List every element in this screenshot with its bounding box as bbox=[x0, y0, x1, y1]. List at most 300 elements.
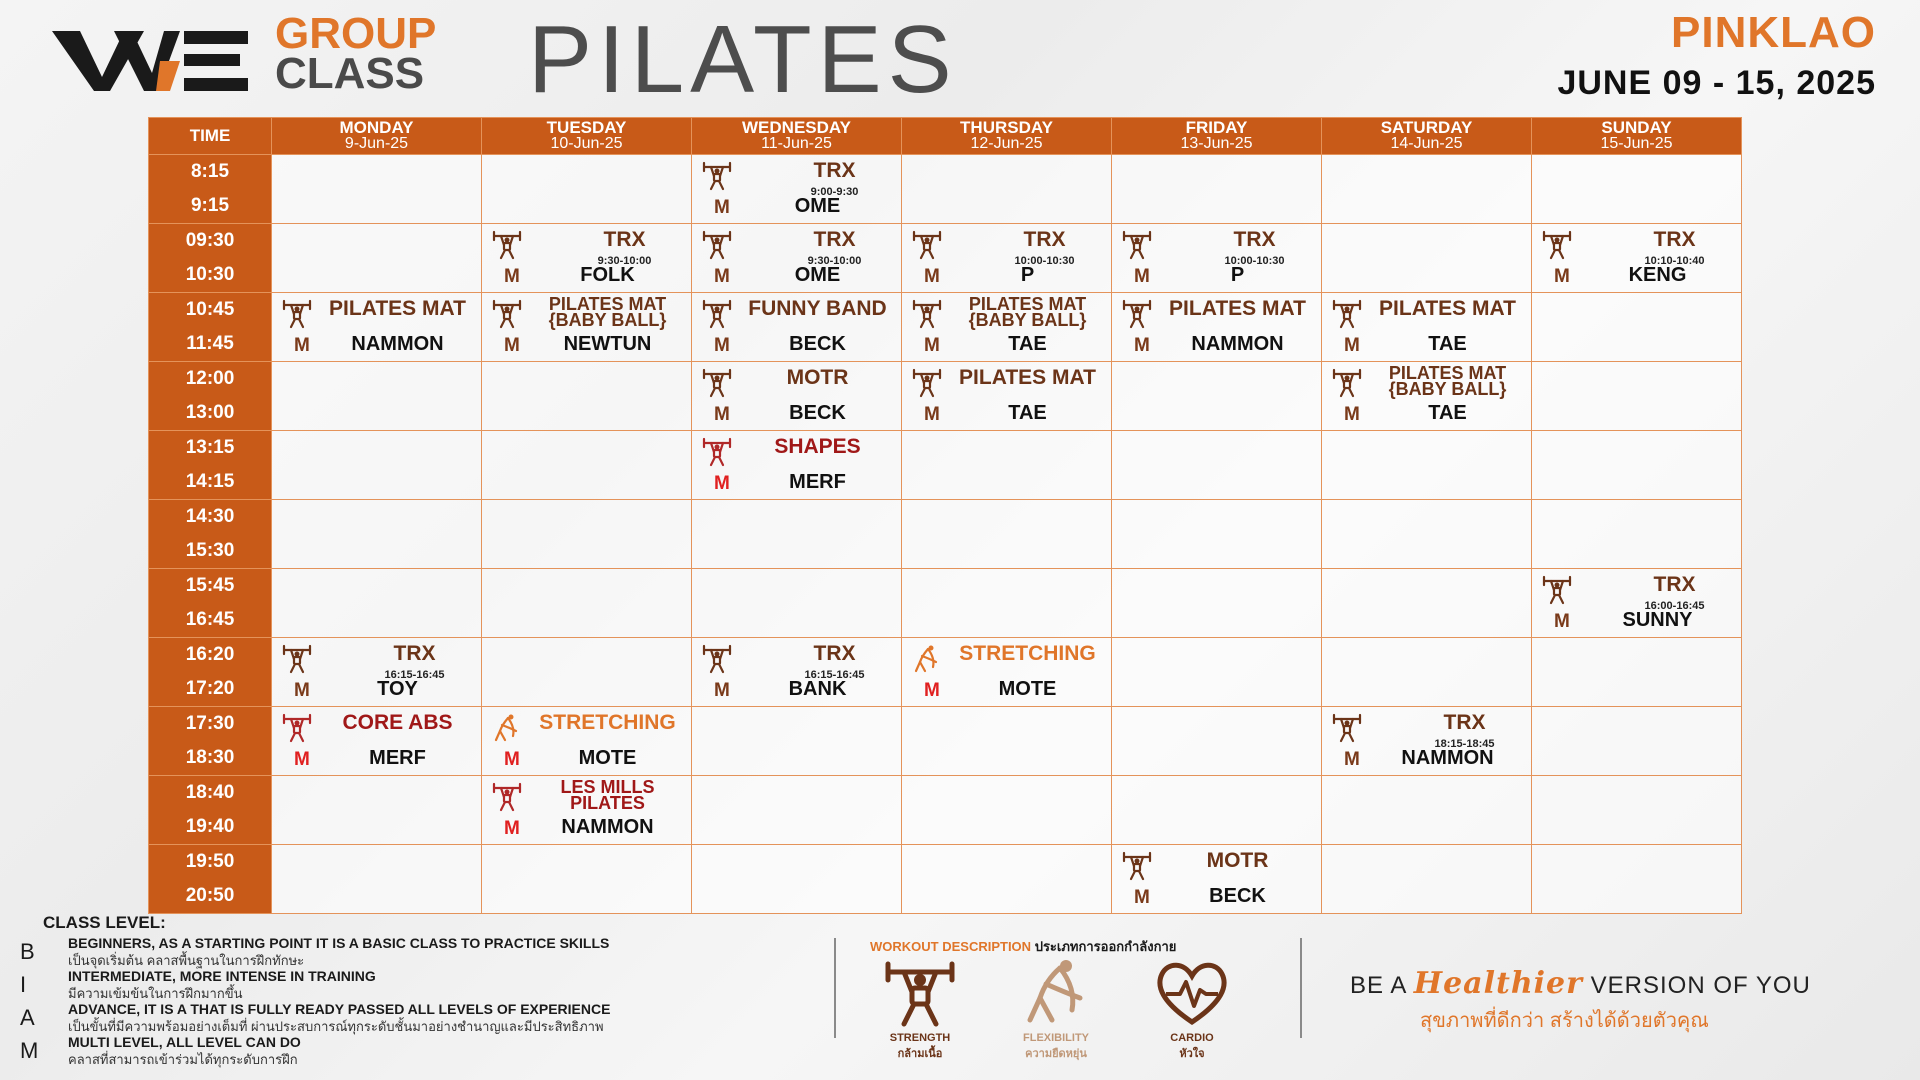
schedule-cell bbox=[1322, 155, 1532, 224]
schedule-cell bbox=[902, 845, 1112, 914]
time-slot bbox=[149, 638, 272, 707]
schedule-cell bbox=[1112, 362, 1322, 431]
schedule-row bbox=[149, 638, 1742, 707]
strength-icon bbox=[702, 230, 732, 260]
class-entry[interactable] bbox=[902, 293, 1111, 361]
level-key: A bbox=[20, 1005, 35, 1030]
instructor-name: BECK bbox=[789, 402, 846, 424]
slot-start: 10:45 bbox=[185, 299, 235, 320]
class-name: CORE ABS bbox=[342, 711, 453, 734]
class-entry[interactable] bbox=[1322, 362, 1531, 430]
schedule-row bbox=[149, 362, 1742, 431]
class-level: M bbox=[924, 680, 940, 701]
strength-icon bbox=[1332, 713, 1362, 743]
class-entry[interactable] bbox=[272, 638, 481, 706]
level-item bbox=[18, 999, 818, 1032]
class-time: 18:15-18:45 bbox=[1434, 738, 1495, 750]
flexibility-icon bbox=[1016, 958, 1096, 1028]
time-slot bbox=[149, 293, 272, 362]
class-name: PILATES MAT bbox=[329, 297, 466, 320]
schedule-cell bbox=[1322, 500, 1532, 569]
slot-end: 15:30 bbox=[185, 540, 235, 561]
class-name: TRX bbox=[813, 642, 856, 665]
strength-icon bbox=[702, 161, 732, 191]
pilates-title: PILATES bbox=[528, 6, 958, 113]
schedule-cell bbox=[1322, 224, 1532, 293]
schedule-cell[interactable] bbox=[1112, 224, 1322, 293]
class-level: M bbox=[294, 335, 310, 356]
class-time: 9:00-9:30 bbox=[810, 186, 859, 198]
class-time: 16:15-16:45 bbox=[384, 669, 445, 681]
schedule-cell bbox=[482, 431, 692, 500]
class-name: TRX bbox=[1023, 228, 1066, 251]
group-class-title bbox=[275, 9, 437, 98]
class-time: 16:15-16:45 bbox=[804, 669, 865, 681]
schedule-cell[interactable] bbox=[692, 362, 902, 431]
class-entry[interactable] bbox=[1112, 224, 1321, 292]
level-key: M bbox=[20, 1038, 39, 1063]
slot-end: 10:30 bbox=[185, 264, 235, 285]
schedule-cell[interactable] bbox=[1112, 845, 1322, 914]
level-item bbox=[18, 933, 818, 966]
schedule-cell[interactable] bbox=[1532, 569, 1742, 638]
date-range: JUNE 09 - 15, 2025 bbox=[1557, 64, 1876, 102]
class-entry[interactable] bbox=[272, 293, 481, 361]
schedule-header-row bbox=[149, 118, 1742, 155]
class-entry[interactable] bbox=[272, 707, 481, 775]
workout-label-th: กล้ามเนื้อ bbox=[897, 1048, 943, 1060]
class-level: M bbox=[1554, 611, 1570, 632]
instructor-name: TAE bbox=[1008, 333, 1047, 355]
slot-start: 8:15 bbox=[190, 161, 230, 182]
instructor-name: TOY bbox=[377, 678, 418, 700]
class-name: PILATES MAT {BABY BALL} bbox=[548, 294, 667, 330]
class-entry[interactable] bbox=[1532, 569, 1741, 637]
schedule-cell bbox=[1532, 155, 1742, 224]
schedule-cell bbox=[482, 569, 692, 638]
class-level: M bbox=[1344, 404, 1360, 425]
schedule-cell bbox=[1532, 845, 1742, 914]
class-name: PILATES MAT {BABY BALL} bbox=[1388, 363, 1507, 399]
schedule-cell bbox=[902, 431, 1112, 500]
class-level: M bbox=[1344, 335, 1360, 356]
cardio-strength-icon bbox=[702, 437, 732, 467]
schedule-cell bbox=[692, 776, 902, 845]
workout-description-title bbox=[870, 936, 1176, 957]
level-key: I bbox=[20, 972, 27, 997]
slot-start: 14:30 bbox=[185, 506, 235, 527]
workout-title-th: ประเภทการออกกำลังกาย bbox=[1034, 939, 1177, 954]
schedule-cell bbox=[272, 362, 482, 431]
class-time: 16:00-16:45 bbox=[1644, 600, 1705, 612]
class-entry[interactable] bbox=[692, 638, 901, 706]
strength-icon bbox=[492, 299, 522, 329]
time-slot bbox=[149, 362, 272, 431]
class-entry[interactable] bbox=[1532, 224, 1741, 292]
instructor-name: MOTE bbox=[578, 747, 637, 769]
tagline-highlight: Healthier bbox=[1413, 966, 1583, 1001]
strength-icon bbox=[912, 299, 942, 329]
schedule-row bbox=[149, 569, 1742, 638]
schedule-cell bbox=[902, 155, 1112, 224]
schedule-cell[interactable] bbox=[272, 638, 482, 707]
instructor-name: KENG bbox=[1628, 264, 1687, 286]
instructor-name: TAE bbox=[1428, 333, 1467, 355]
day-header: MONDAY 9-Jun-25 bbox=[272, 118, 482, 155]
schedule-cell bbox=[272, 155, 482, 224]
schedule-cell bbox=[1112, 638, 1322, 707]
schedule-cell bbox=[1532, 638, 1742, 707]
schedule-cell[interactable] bbox=[692, 293, 902, 362]
strength-icon bbox=[1122, 230, 1152, 260]
workout-label-th: ความยืดหยุ่น bbox=[1025, 1048, 1087, 1060]
class-entry[interactable] bbox=[482, 224, 691, 292]
slot-end: 19:40 bbox=[185, 816, 235, 837]
schedule-cell bbox=[1112, 155, 1322, 224]
class-entry[interactable] bbox=[692, 362, 901, 430]
class-entry[interactable] bbox=[482, 776, 691, 844]
flexibility-icon bbox=[492, 713, 522, 743]
day-header: SATURDAY 14-Jun-25 bbox=[1322, 118, 1532, 155]
time-slot bbox=[149, 155, 272, 224]
class-entry[interactable] bbox=[692, 155, 901, 223]
class-entry[interactable] bbox=[902, 362, 1111, 430]
schedule-cell bbox=[272, 224, 482, 293]
level-th: มีความเข้มข้นในการฝึกมากขึ้น bbox=[68, 986, 243, 1001]
slot-start: 19:50 bbox=[185, 851, 235, 872]
schedule-cell bbox=[1532, 500, 1742, 569]
schedule-cell bbox=[1322, 638, 1532, 707]
strength-icon bbox=[282, 644, 312, 674]
class-entry[interactable] bbox=[1322, 293, 1531, 361]
class-level: M bbox=[504, 749, 520, 770]
class-level: M bbox=[294, 749, 310, 770]
time-slot bbox=[149, 707, 272, 776]
schedule-cell bbox=[1112, 707, 1322, 776]
class-level: M bbox=[1134, 335, 1150, 356]
workout-label-th: หัวใจ bbox=[1179, 1048, 1205, 1060]
schedule-cell[interactable] bbox=[1532, 224, 1742, 293]
class-level: M bbox=[924, 266, 940, 287]
schedule-cell bbox=[1112, 500, 1322, 569]
slot-start: 15:45 bbox=[185, 575, 235, 596]
schedule-table bbox=[148, 117, 1742, 914]
schedule-cell[interactable] bbox=[272, 293, 482, 362]
class-level: M bbox=[714, 197, 730, 218]
slot-start: 13:15 bbox=[185, 437, 235, 458]
workout-label: STRENGTH bbox=[889, 1032, 951, 1044]
instructor-name: MOTE bbox=[998, 678, 1057, 700]
instructor-name: NAMMON bbox=[1191, 333, 1284, 355]
class-time: 9:30-10:00 bbox=[807, 255, 862, 267]
flexibility-icon bbox=[912, 644, 942, 674]
schedule-cell bbox=[272, 500, 482, 569]
class-level: M bbox=[924, 335, 940, 356]
schedule-cell[interactable] bbox=[1322, 293, 1532, 362]
class-name: TRX bbox=[603, 228, 646, 251]
schedule-cell bbox=[1322, 431, 1532, 500]
schedule-cell[interactable] bbox=[482, 224, 692, 293]
schedule-cell bbox=[1532, 362, 1742, 431]
schedule-cell bbox=[1112, 776, 1322, 845]
strength-icon bbox=[1332, 299, 1362, 329]
strength-icon bbox=[1332, 368, 1362, 398]
class-name: TRX bbox=[813, 159, 856, 182]
slot-end: 16:45 bbox=[185, 609, 235, 630]
schedule-cell bbox=[482, 362, 692, 431]
workout-flexibility bbox=[1006, 958, 1106, 1062]
class-entry[interactable] bbox=[902, 224, 1111, 292]
strength-icon bbox=[1122, 851, 1152, 881]
slot-end: 14:15 bbox=[185, 471, 235, 492]
instructor-name: SUNNY bbox=[1622, 609, 1693, 631]
class-name: MOTR bbox=[786, 366, 849, 389]
instructor-name: OME bbox=[794, 264, 841, 286]
class-entry[interactable] bbox=[482, 293, 691, 361]
instructor-name: BECK bbox=[1209, 885, 1266, 907]
schedule-cell[interactable] bbox=[692, 638, 902, 707]
class-label: CLASS bbox=[275, 48, 425, 98]
class-entry[interactable] bbox=[692, 431, 901, 499]
schedule-cell[interactable] bbox=[1322, 362, 1532, 431]
schedule-cell bbox=[1532, 707, 1742, 776]
class-entry[interactable] bbox=[1112, 293, 1321, 361]
time-slot bbox=[149, 776, 272, 845]
slot-start: 09:30 bbox=[185, 230, 235, 251]
class-name: LES MILLS PILATES bbox=[560, 777, 655, 813]
schedule-row bbox=[149, 431, 1742, 500]
tagline bbox=[1350, 966, 1811, 1001]
schedule-cell bbox=[902, 776, 1112, 845]
class-name: SHAPES bbox=[774, 435, 861, 458]
level-en: ADVANCE, IT IS A THAT IS FULLY READY PASSED ALL LEVELS OF EXPERIENCE bbox=[68, 1001, 611, 1017]
schedule-cell bbox=[1532, 776, 1742, 845]
time-slot bbox=[149, 845, 272, 914]
class-level: M bbox=[1134, 887, 1150, 908]
schedule-cell[interactable] bbox=[1112, 293, 1322, 362]
class-time: 9:30-10:00 bbox=[597, 255, 652, 267]
schedule-cell[interactable] bbox=[692, 224, 902, 293]
cardio-strength-icon bbox=[492, 782, 522, 812]
instructor-name: NEWTUN bbox=[563, 333, 652, 355]
class-level: M bbox=[504, 335, 520, 356]
schedule-cell bbox=[902, 569, 1112, 638]
class-name: TRX bbox=[1443, 711, 1486, 734]
slot-end: 9:15 bbox=[190, 195, 230, 216]
strength-icon bbox=[492, 230, 522, 260]
slot-start: 16:20 bbox=[185, 644, 235, 665]
class-name: PILATES MAT bbox=[1379, 297, 1516, 320]
schedule-row bbox=[149, 224, 1742, 293]
schedule-cell bbox=[1112, 431, 1322, 500]
slot-start: 18:40 bbox=[185, 782, 235, 803]
time-slot bbox=[149, 500, 272, 569]
level-th: เป็นจุดเริ่มต้น คลาสพื้นฐานในการฝึกทักษะ bbox=[68, 953, 305, 968]
footer-divider bbox=[1300, 938, 1302, 1038]
time-header: TIME bbox=[149, 118, 272, 155]
schedule-row bbox=[149, 500, 1742, 569]
class-entry[interactable] bbox=[692, 224, 901, 292]
schedule-cell bbox=[482, 155, 692, 224]
schedule-cell bbox=[1112, 569, 1322, 638]
class-entry[interactable] bbox=[692, 293, 901, 361]
slot-end: 18:30 bbox=[185, 747, 235, 768]
class-level: M bbox=[714, 335, 730, 356]
strength-icon bbox=[880, 958, 960, 1028]
slot-end: 13:00 bbox=[185, 402, 235, 423]
class-entry[interactable] bbox=[482, 707, 691, 775]
strength-icon bbox=[702, 644, 732, 674]
strength-icon bbox=[282, 299, 312, 329]
level-key: B bbox=[20, 939, 35, 964]
class-name: STRETCHING bbox=[539, 711, 676, 734]
schedule-cell[interactable] bbox=[902, 362, 1112, 431]
class-entry[interactable] bbox=[902, 638, 1111, 706]
tagline-post: VERSION OF YOU bbox=[1590, 972, 1811, 999]
instructor-name: BECK bbox=[789, 333, 846, 355]
instructor-name: FOLK bbox=[580, 264, 635, 286]
instructor-name: OME bbox=[794, 195, 841, 217]
schedule-cell[interactable] bbox=[1322, 707, 1532, 776]
schedule-cell bbox=[272, 845, 482, 914]
schedule-cell[interactable] bbox=[482, 293, 692, 362]
we-logo-mark bbox=[52, 25, 252, 95]
class-name: TRX bbox=[813, 228, 856, 251]
class-name: PILATES MAT bbox=[1169, 297, 1306, 320]
time-slot bbox=[149, 431, 272, 500]
instructor-name: NAMMON bbox=[351, 333, 444, 355]
schedule-cell bbox=[1322, 776, 1532, 845]
schedule-cell bbox=[272, 776, 482, 845]
strength-icon bbox=[1122, 299, 1152, 329]
schedule-row bbox=[149, 293, 1742, 362]
schedule-row bbox=[149, 776, 1742, 845]
strength-icon bbox=[1542, 230, 1572, 260]
level-en: MULTI LEVEL, ALL LEVEL CAN DO bbox=[68, 1034, 301, 1050]
cardio-icon bbox=[1152, 958, 1232, 1028]
slot-start: 12:00 bbox=[185, 368, 235, 389]
tagline-pre: BE A bbox=[1350, 972, 1407, 999]
instructor-name: MERF bbox=[369, 747, 426, 769]
instructor-name: BANK bbox=[788, 678, 847, 700]
class-level: M bbox=[1344, 749, 1360, 770]
schedule-cell bbox=[692, 845, 902, 914]
strength-icon bbox=[702, 299, 732, 329]
class-time: 10:00-10:30 bbox=[1224, 255, 1285, 267]
workout-label: CARDIO bbox=[1170, 1032, 1214, 1044]
class-name: TRX bbox=[1653, 573, 1696, 596]
class-name: STRETCHING bbox=[959, 642, 1096, 665]
schedule-cell[interactable] bbox=[902, 293, 1112, 362]
class-name: MOTR bbox=[1206, 849, 1269, 872]
day-header: THURSDAY 12-Jun-25 bbox=[902, 118, 1112, 155]
class-level: M bbox=[714, 404, 730, 425]
workout-cardio bbox=[1142, 958, 1242, 1062]
strength-icon bbox=[912, 230, 942, 260]
we-logo bbox=[52, 20, 252, 100]
schedule-cell bbox=[1532, 293, 1742, 362]
class-name: TRX bbox=[393, 642, 436, 665]
class-name: FUNNY BAND bbox=[748, 297, 887, 320]
schedule-cell bbox=[482, 500, 692, 569]
schedule-cell[interactable] bbox=[902, 638, 1112, 707]
class-name: PILATES MAT {BABY BALL} bbox=[968, 294, 1087, 330]
class-entry[interactable] bbox=[1112, 845, 1321, 913]
instructor-name: TAE bbox=[1008, 402, 1047, 424]
class-level: M bbox=[714, 680, 730, 701]
schedule-cell bbox=[272, 569, 482, 638]
schedule-cell[interactable] bbox=[902, 224, 1112, 293]
time-slot bbox=[149, 224, 272, 293]
level-en: INTERMEDIATE, MORE INTENSE IN TRAINING bbox=[68, 968, 376, 984]
class-time: 10:00-10:30 bbox=[1014, 255, 1075, 267]
schedule-row bbox=[149, 845, 1742, 914]
footer-divider bbox=[834, 938, 836, 1038]
schedule-body bbox=[149, 155, 1742, 914]
class-level: M bbox=[504, 818, 520, 839]
schedule-cell bbox=[902, 707, 1112, 776]
schedule-cell[interactable] bbox=[692, 155, 902, 224]
schedule-cell bbox=[692, 569, 902, 638]
class-level: M bbox=[1134, 266, 1150, 287]
schedule-row bbox=[149, 155, 1742, 224]
strength-icon bbox=[912, 368, 942, 398]
class-entry[interactable] bbox=[1322, 707, 1531, 775]
slot-end: 11:45 bbox=[186, 333, 234, 354]
schedule-cell[interactable] bbox=[272, 707, 482, 776]
level-item bbox=[18, 1032, 818, 1065]
group-label: GROUP bbox=[275, 9, 437, 58]
schedule-cell bbox=[1322, 845, 1532, 914]
schedule-row bbox=[149, 707, 1742, 776]
day-header: SUNDAY 15-Jun-25 bbox=[1532, 118, 1742, 155]
strength-icon bbox=[1542, 575, 1572, 605]
class-level-title: CLASS LEVEL: bbox=[43, 913, 166, 932]
class-level: M bbox=[1554, 266, 1570, 287]
workout-title-en: WORKOUT DESCRIPTION bbox=[870, 939, 1032, 954]
instructor-name: TAE bbox=[1428, 402, 1467, 424]
class-level: M bbox=[714, 473, 730, 494]
schedule-cell[interactable] bbox=[482, 776, 692, 845]
day-header: WEDNESDAY 11-Jun-25 bbox=[692, 118, 902, 155]
class-level: M bbox=[504, 266, 520, 287]
cardio-strength-icon bbox=[282, 713, 312, 743]
instructor-name: NAMMON bbox=[1401, 747, 1494, 769]
day-header: TUESDAY 10-Jun-25 bbox=[482, 118, 692, 155]
level-item bbox=[18, 966, 818, 999]
level-th: เป็นขั้นที่มีความพร้อมอย่างเต็มที่ ผ่านประสบการณ์ทุกระดับชั้นมาอย่างชำนาญและมีประสิทธิภาพ bbox=[68, 1019, 604, 1034]
schedule-cell[interactable] bbox=[692, 431, 902, 500]
class-level: M bbox=[924, 404, 940, 425]
slot-start: 17:30 bbox=[185, 713, 235, 734]
class-time: 10:10-10:40 bbox=[1644, 255, 1705, 267]
slot-end: 17:20 bbox=[185, 678, 235, 699]
level-th: คลาสที่สามารถเข้าร่วมได้ทุกระดับการฝึก bbox=[68, 1052, 298, 1067]
branch-name: PINKLAO bbox=[1671, 8, 1876, 57]
instructor-name: P bbox=[1230, 264, 1245, 286]
instructor-name: MERF bbox=[789, 471, 846, 493]
schedule-cell bbox=[692, 707, 902, 776]
level-en: BEGINNERS, AS A STARTING POINT IT IS A BASIC CLASS TO PRACTICE SKILLS bbox=[68, 935, 610, 951]
tagline-thai: สุขภาพที่ดีกว่า สร้างได้ด้วยตัวคุณ bbox=[1420, 1010, 1709, 1032]
schedule-cell bbox=[692, 500, 902, 569]
schedule-cell[interactable] bbox=[482, 707, 692, 776]
schedule-cell bbox=[482, 845, 692, 914]
class-level: M bbox=[294, 680, 310, 701]
instructor-name: P bbox=[1020, 264, 1035, 286]
class-level-legend bbox=[18, 913, 818, 1065]
workout-label: FLEXIBILITY bbox=[1023, 1032, 1089, 1044]
